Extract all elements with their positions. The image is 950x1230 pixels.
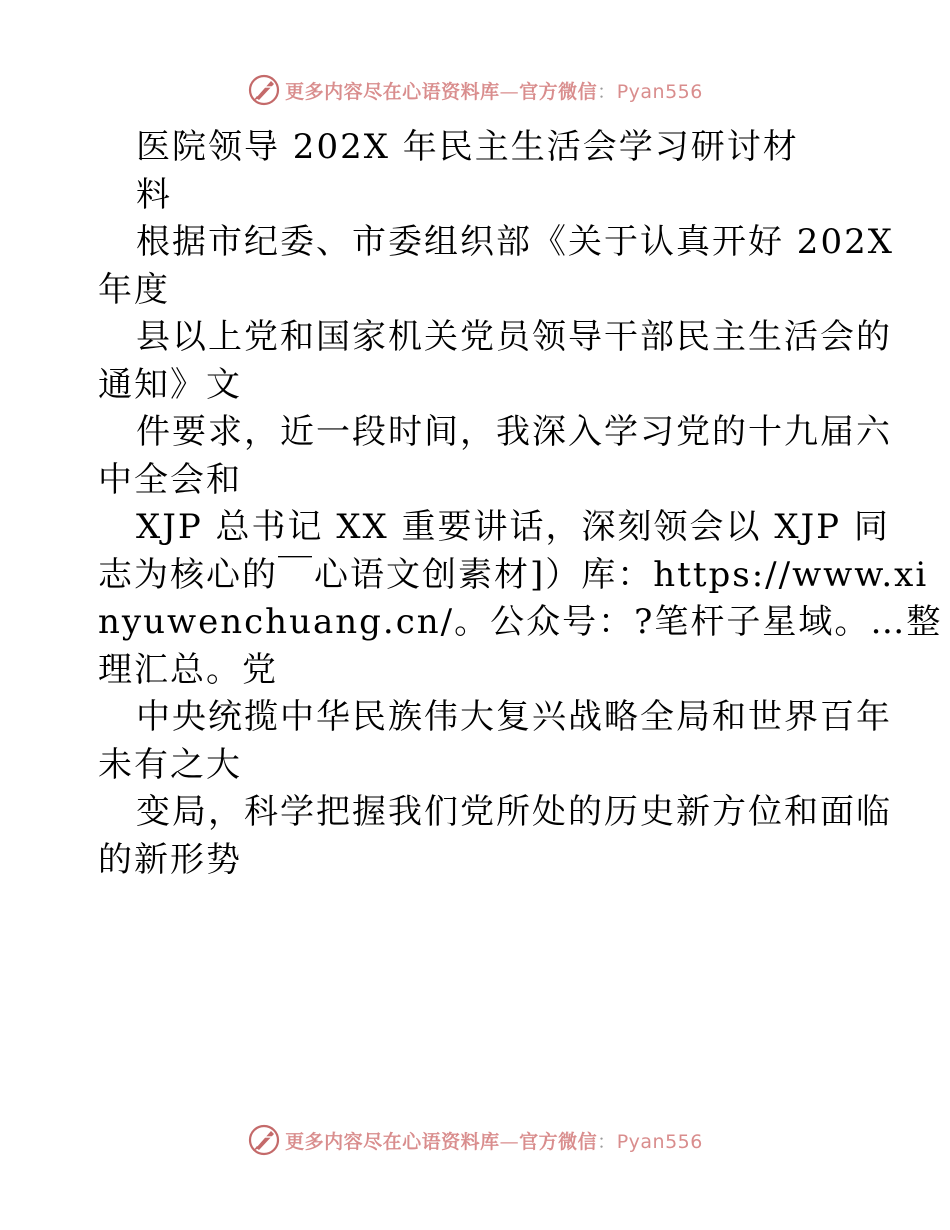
text-line: 料 xyxy=(136,174,172,215)
footer-watermark-banner xyxy=(0,1120,950,1160)
text-line: 的新形势 xyxy=(98,839,242,880)
text-line: 件要求，近一段时间，我深入学习党的十九届六 xyxy=(136,412,892,452)
text-line: XJP 总书记 XX 重要讲话，深刻领会以 XJP 同 xyxy=(136,507,890,547)
quill-pen-logo-icon xyxy=(247,1123,281,1157)
text-line: 根据市纪委、市委组织部《关于认真开好 202X xyxy=(136,222,894,262)
document-body xyxy=(98,124,943,884)
quill-pen-logo-icon xyxy=(247,73,281,107)
text-line: 未有之大 xyxy=(98,744,242,785)
text-line: 中央统揽中华民族伟大复兴战略全局和世界百年 xyxy=(136,697,892,737)
text-line: 变局，科学把握我们党所处的历史新方位和面临 xyxy=(136,792,892,832)
text-line: 中全会和 xyxy=(98,459,242,500)
banner-text: 更多内容尽在心语资料库—官方微信：Pyan556 xyxy=(285,80,703,103)
text-line: 县以上党和国家机关党员领导干部民主生活会的 xyxy=(136,317,892,357)
text-line: 志为核心的￣心语文创素材]）库：https://www.xi xyxy=(98,554,929,595)
text-line: 医院领导 202X 年民主生活会学习研讨材 xyxy=(136,127,799,167)
header-watermark-banner xyxy=(0,70,950,110)
text-line: 通知》文 xyxy=(98,364,242,405)
banner-text: 更多内容尽在心语资料库—官方微信：Pyan556 xyxy=(285,1130,703,1153)
text-line: 理汇总。党 xyxy=(98,649,278,690)
text-line: 年度 xyxy=(98,269,170,310)
text-line: nyuwenchuang.cn/。公众号：?笔杆子星域。…整 xyxy=(98,602,943,642)
